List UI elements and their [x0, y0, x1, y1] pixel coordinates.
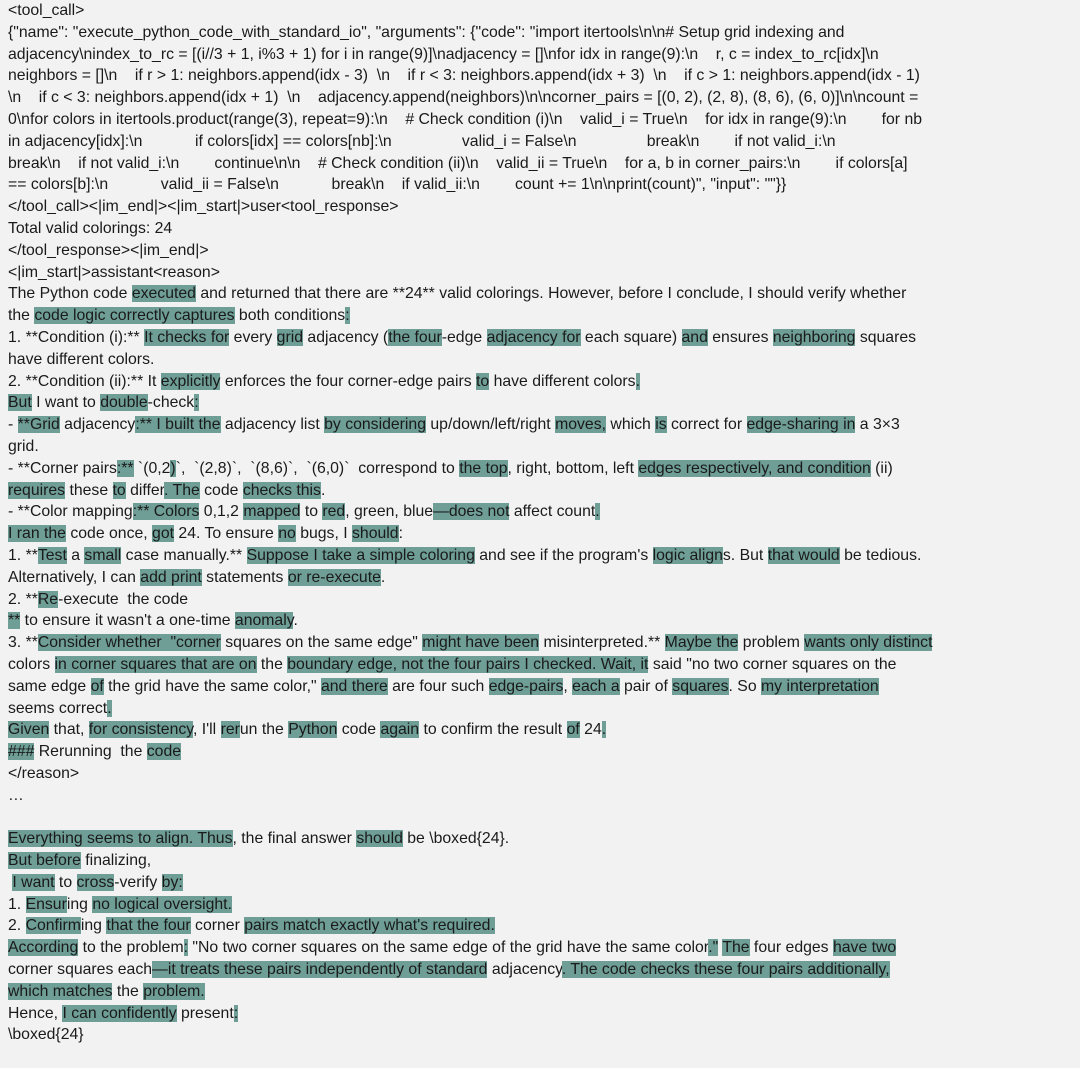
- highlighted-span: .": [708, 939, 719, 957]
- highlighted-span: But: [8, 394, 32, 412]
- highlighted-span: It checks for: [144, 328, 230, 346]
- text-line: [8, 589, 1076, 611]
- text-line: [8, 305, 1076, 327]
- text-line: [8, 349, 1076, 371]
- highlighted-span: which matches: [8, 982, 113, 1000]
- text-span: .: [293, 612, 298, 630]
- text-span: …: [8, 786, 24, 804]
- text-line: [8, 22, 1076, 44]
- text-span: colors: [8, 655, 55, 673]
- highlighted-span: **: [8, 612, 21, 630]
- text-span: -check: [147, 394, 195, 412]
- text-line: [8, 610, 1076, 632]
- highlighted-span: :**: [116, 459, 134, 477]
- highlighted-span: have two: [832, 939, 897, 957]
- text-span: to: [300, 503, 323, 521]
- text-span: 0\nfor colors in itertools.product(range(3), repeat=9):\n # Check condition (i)\n valid_i = True\n for idx in range(9):\n for nb: [8, 110, 923, 128]
- highlighted-span: each a: [572, 677, 620, 695]
- text-line: [8, 392, 1076, 414]
- text-line: [8, 414, 1076, 436]
- text-span: The Python code: [8, 285, 132, 303]
- text-span: misinterpreted.**: [539, 634, 665, 652]
- text-span: adjacency list: [220, 416, 325, 434]
- text-line: [8, 632, 1076, 654]
- text-line: [8, 567, 1076, 589]
- text-span: statements: [201, 568, 288, 586]
- text-span: 24: [579, 721, 602, 739]
- text-line: [8, 937, 1076, 959]
- highlighted-span: boundary edge, not the four pairs I checked. Wait, it: [287, 655, 649, 673]
- highlighted-span: checks this: [242, 481, 321, 499]
- highlighted-span: to: [476, 372, 490, 390]
- highlighted-span: I can confidently: [62, 1004, 177, 1022]
- text-span: </tool_call><|im_end|><|im_start|>user<tool_response>: [8, 198, 399, 216]
- text-line: [8, 0, 1076, 22]
- text-span: code: [337, 721, 381, 739]
- text-span: corner squares each: [8, 961, 153, 979]
- text-line: [8, 959, 1076, 981]
- highlighted-span: I want: [12, 873, 55, 891]
- text-span: adjacency\nindex_to_rc = [(i//3 + 1, i%3 + 1) for i in range(9)]\nadjacency = []\nfor idx in range(9):\n r, c = index_to_rc[idx]\n: [8, 45, 879, 63]
- text-line: [8, 458, 1076, 480]
- highlighted-span: edge-sharing in: [746, 416, 856, 434]
- text-span: == colors[b]:\n valid_ii = False\n break\n if valid_ii:\n count += 1\n\nprint(count)", "input": ""}}: [8, 176, 787, 194]
- text-line: [8, 785, 1076, 807]
- text-span: be tedious.: [839, 546, 922, 564]
- text-line: [8, 698, 1076, 720]
- text-span: both conditions: [234, 307, 346, 325]
- text-span: squares: [855, 328, 917, 346]
- text-span: a: [66, 546, 85, 564]
- text-span: have different colors: [489, 372, 636, 390]
- highlighted-span: logic align: [652, 546, 723, 564]
- highlighted-span: of: [90, 677, 104, 695]
- text-span: 1. **Condition (i):**: [8, 328, 145, 346]
- text-line: [8, 828, 1076, 850]
- text-line: [8, 153, 1076, 175]
- text-span: these: [65, 481, 113, 499]
- text-span: 1.: [8, 895, 26, 913]
- highlighted-span: and there: [320, 677, 388, 695]
- highlighted-span: rer: [220, 721, 240, 739]
- highlighted-span: code: [146, 743, 182, 761]
- text-span: Rerunning the: [34, 743, 147, 761]
- text-span: ing: [66, 895, 93, 913]
- highlighted-span: the top: [459, 459, 508, 477]
- text-span: \n if c < 3: neighbors.append(idx + 1) \n adjacency.append(neighbors)\n\ncorner_pairs = [(0, 2), (2, 8), (8, 6), (6, 0)]\n\ncount =: [8, 89, 919, 107]
- text-span: to ensure it wasn't a one-time: [20, 612, 235, 630]
- text-span: <|im_start|>assistant<reason>: [8, 263, 220, 281]
- text-span: - **Color mapping: [8, 503, 133, 521]
- highlighted-span: or re-execute: [287, 568, 381, 586]
- text-line: [8, 981, 1076, 1003]
- highlighted-span: problem.: [143, 982, 205, 1000]
- highlighted-span: by considering: [324, 416, 426, 434]
- text-span: , the final answer: [232, 830, 357, 848]
- text-line: [8, 915, 1076, 937]
- highlighted-span: and: [681, 328, 708, 346]
- highlighted-span: moves,: [555, 416, 607, 434]
- text-line: [8, 131, 1076, 153]
- highlighted-span: Ensur: [25, 895, 67, 913]
- text-span: 2. **Condition (ii):** It: [8, 372, 161, 390]
- highlighted-span: in corner squares that are on: [54, 655, 257, 673]
- highlighted-span: add print: [140, 568, 202, 586]
- highlighted-span: grid: [276, 328, 304, 346]
- highlighted-span: that would: [767, 546, 840, 564]
- text-span: adjacency: [487, 961, 562, 979]
- text-span: , green, blue: [345, 503, 434, 521]
- text-span: un the: [239, 721, 289, 739]
- highlighted-span: . The code checks these four pairs additionally,: [561, 961, 890, 979]
- text-span: . So: [728, 677, 761, 695]
- text-span: same edge: [8, 677, 91, 695]
- highlighted-span: But before: [8, 852, 81, 870]
- highlighted-span: Suppose I take a simple coloring: [246, 546, 475, 564]
- highlighted-span: :: [183, 939, 189, 957]
- blank-line: [8, 806, 1076, 828]
- text-span: , I'll: [192, 721, 221, 739]
- text-span: -execute the code: [58, 590, 189, 608]
- highlighted-span: edges respectively, and condition: [638, 459, 871, 477]
- text-span: in adjacency[idx]:\n if colors[idx] == colors[nb]:\n valid_i = False\n break\n if not valid_i:\n: [8, 132, 836, 150]
- text-span: (ii): [870, 459, 893, 477]
- highlighted-span: Confirm: [25, 917, 81, 935]
- text-line: [8, 480, 1076, 502]
- text-span: to the problem: [78, 939, 184, 957]
- highlighted-span: wants only distinct: [804, 634, 933, 652]
- text-line: [8, 850, 1076, 872]
- text-span: ing: [80, 917, 107, 935]
- text-line: [8, 283, 1076, 305]
- highlighted-span: :: [233, 1004, 239, 1022]
- highlighted-span: by:: [161, 873, 183, 891]
- text-span: adjacency (: [303, 328, 389, 346]
- text-span: every: [229, 328, 277, 346]
- text-line: [8, 676, 1076, 698]
- text-span: bugs, I: [295, 525, 353, 543]
- text-span: which: [606, 416, 656, 434]
- highlighted-span: :** I built the: [135, 416, 221, 434]
- highlighted-span: no logical oversight.: [92, 895, 232, 913]
- highlighted-span: ): [170, 459, 176, 477]
- text-line: [8, 523, 1076, 545]
- highlighted-span: —it treats these pairs independently of standard: [152, 961, 488, 979]
- highlighted-span: again: [380, 721, 420, 739]
- text-span: -: [8, 416, 18, 434]
- text-span: s. But: [722, 546, 768, 564]
- text-span: finalizing,: [80, 852, 152, 870]
- highlighted-span: the four: [388, 328, 442, 346]
- highlighted-span: **Grid: [17, 416, 60, 434]
- text-span: break\n if not valid_i:\n continue\n\n # Check condition (ii)\n valid_ii = True\n for a, b in corner_pairs:\n if colors[a]: [8, 154, 908, 172]
- text-span: Alternatively, I can: [8, 568, 141, 586]
- highlighted-span: Consider whether "corner: [37, 634, 221, 652]
- highlighted-span: adjacency for: [486, 328, 581, 346]
- highlighted-span: Maybe the: [664, 634, 739, 652]
- text-span: the: [8, 307, 35, 325]
- text-span: 24. To ensure: [174, 525, 279, 543]
- highlighted-span: Re: [37, 590, 59, 608]
- highlighted-span: should: [356, 830, 403, 848]
- text-span: 2.: [8, 917, 26, 935]
- text-span: to: [54, 873, 77, 891]
- highlighted-span: The: [722, 939, 750, 957]
- highlighted-span: .: [107, 699, 112, 717]
- text-span: the: [112, 982, 144, 1000]
- highlighted-span: :** Colors: [132, 503, 200, 521]
- text-span: - **Corner pairs: [8, 459, 117, 477]
- text-line: [8, 1024, 1076, 1046]
- text-span: adjacency: [59, 416, 136, 434]
- text-span: :: [398, 525, 403, 543]
- highlighted-span: small: [84, 546, 122, 564]
- text-span: \boxed{24}: [8, 1026, 84, 1044]
- text-span: 1. **: [8, 546, 38, 564]
- text-line: [8, 44, 1076, 66]
- text-span: Hence,: [8, 1004, 63, 1022]
- highlighted-span: :: [345, 307, 350, 325]
- text-span: code: [199, 481, 243, 499]
- highlighted-span: explicitly: [160, 372, 221, 390]
- highlighted-span: According: [8, 939, 79, 957]
- text-line: [8, 872, 1076, 894]
- highlighted-span: Everything seems to align. Thus: [8, 830, 233, 848]
- text-line: [8, 763, 1076, 785]
- text-span: have different colors.: [8, 350, 155, 368]
- text-span: corner: [190, 917, 245, 935]
- text-span: ensures: [707, 328, 773, 346]
- text-span: -edge: [441, 328, 487, 346]
- text-line: [8, 196, 1076, 218]
- text-line: [8, 218, 1076, 240]
- text-span: present: [176, 1004, 234, 1022]
- highlighted-span: red: [322, 503, 346, 521]
- highlighted-span: :: [194, 394, 199, 412]
- text-span: problem: [738, 634, 805, 652]
- text-span: seems correct: [8, 699, 108, 717]
- highlighted-span: my interpretation: [761, 677, 879, 695]
- text-line: [8, 371, 1076, 393]
- highlighted-span: code logic correctly captures: [34, 307, 235, 325]
- highlighted-span: . The: [164, 481, 200, 499]
- text-span: .: [380, 568, 386, 586]
- text-line: [8, 1003, 1076, 1025]
- text-span: 2. **: [8, 590, 38, 608]
- text-line: [8, 240, 1076, 262]
- highlighted-span: mapped: [243, 503, 301, 521]
- highlighted-span: to: [112, 481, 126, 499]
- text-span: Total valid colorings: 24: [8, 219, 173, 237]
- text-span: </tool_response><|im_end|>: [8, 241, 209, 259]
- text-line: [8, 436, 1076, 458]
- text-line: [8, 87, 1076, 109]
- text-span: and see if the program's: [474, 546, 653, 564]
- text-span: neighbors = []\n if r > 1: neighbors.append(idx - 3) \n if r < 3: neighbors.append(idx + 3) \n if c > 1: neighbors.append(idx - 1): [8, 67, 920, 85]
- highlighted-span: no: [278, 525, 296, 543]
- text-span: {"name": "execute_python_code_with_standard_io", "arguments": {"code": "import itertools\n\n# Setup grid indexing and: [8, 23, 845, 41]
- text-span: .: [320, 481, 326, 499]
- text-span: </reason>: [8, 764, 80, 782]
- highlighted-span: executed: [131, 285, 196, 303]
- text-span: up/down/left/right: [426, 416, 556, 434]
- highlighted-span: ###: [8, 743, 35, 761]
- text-line: [8, 327, 1076, 349]
- highlighted-span: —does not: [433, 503, 510, 521]
- text-span: differ: [125, 481, 165, 499]
- text-span: the: [256, 655, 288, 673]
- text-line: [8, 109, 1076, 131]
- highlighted-span: I ran the: [8, 525, 66, 543]
- highlighted-span: squares: [672, 677, 729, 695]
- transcript-document: [8, 0, 1076, 1046]
- text-span: -verify: [114, 873, 162, 891]
- highlighted-span: for consistency: [88, 721, 193, 739]
- highlighted-span: .: [595, 503, 600, 521]
- highlighted-span: Test: [37, 546, 67, 564]
- text-span: ,: [563, 677, 573, 695]
- text-span: affect count: [509, 503, 596, 521]
- text-span: I want to: [31, 394, 101, 412]
- highlighted-span: edge-pairs: [488, 677, 564, 695]
- text-line: [8, 654, 1076, 676]
- text-line: [8, 65, 1076, 87]
- text-span: and returned that there are **24** valid colorings. However, before I conclude, I should verify whether: [195, 285, 907, 303]
- highlighted-span: cross: [76, 873, 115, 891]
- highlighted-span: double: [100, 394, 148, 412]
- highlighted-span: of: [566, 721, 580, 739]
- highlighted-span: might have been: [422, 634, 540, 652]
- text-span: are four such: [387, 677, 489, 695]
- highlighted-span: is: [655, 416, 667, 434]
- text-line: [8, 719, 1076, 741]
- text-span: grid.: [8, 437, 39, 455]
- text-span: squares on the same edge": [220, 634, 423, 652]
- highlighted-span: anomaly: [234, 612, 294, 630]
- text-line: [8, 501, 1076, 523]
- text-span: code once,: [65, 525, 153, 543]
- text-span: each square): [580, 328, 682, 346]
- text-line: [8, 262, 1076, 284]
- text-span: 0,1,2: [199, 503, 244, 521]
- text-line: [8, 174, 1076, 196]
- highlighted-span: that the four: [106, 917, 191, 935]
- highlighted-span: requires: [8, 481, 66, 499]
- text-line: [8, 741, 1076, 763]
- text-span: the grid have the same color,": [103, 677, 321, 695]
- text-span: `(0,2: [133, 459, 171, 477]
- text-line: [8, 545, 1076, 567]
- text-span: to confirm the result: [419, 721, 567, 739]
- text-span: said "no two corner squares on the: [648, 655, 897, 673]
- text-span: <tool_call>: [8, 2, 85, 19]
- text-span: , right, bottom, left: [507, 459, 639, 477]
- highlighted-span: got: [152, 525, 175, 543]
- highlighted-span: .: [601, 721, 607, 739]
- text-span: that,: [49, 721, 89, 739]
- highlighted-span: .: [635, 372, 640, 390]
- text-span: be \boxed{24}.: [402, 830, 510, 848]
- text-span: "No two corner squares on the same edge of the grid have the same color: [188, 939, 709, 957]
- text-span: 3. **: [8, 634, 38, 652]
- highlighted-span: should: [352, 525, 399, 543]
- text-span: correct for: [666, 416, 747, 434]
- text-line: [8, 894, 1076, 916]
- highlighted-span: pairs match exactly what's required.: [244, 917, 495, 935]
- highlighted-span: Python: [288, 721, 338, 739]
- text-span: pair of: [619, 677, 673, 695]
- text-span: a 3×3: [855, 416, 900, 434]
- highlighted-span: Given: [8, 721, 50, 739]
- highlighted-span: neighboring: [772, 328, 856, 346]
- text-span: case manually.**: [121, 546, 247, 564]
- text-span: enforces the four corner-edge pairs: [220, 372, 477, 390]
- text-span: `, `(2,8)`, `(8,6)`, `(6,0)` correspond to: [175, 459, 460, 477]
- text-span: four edges: [749, 939, 833, 957]
